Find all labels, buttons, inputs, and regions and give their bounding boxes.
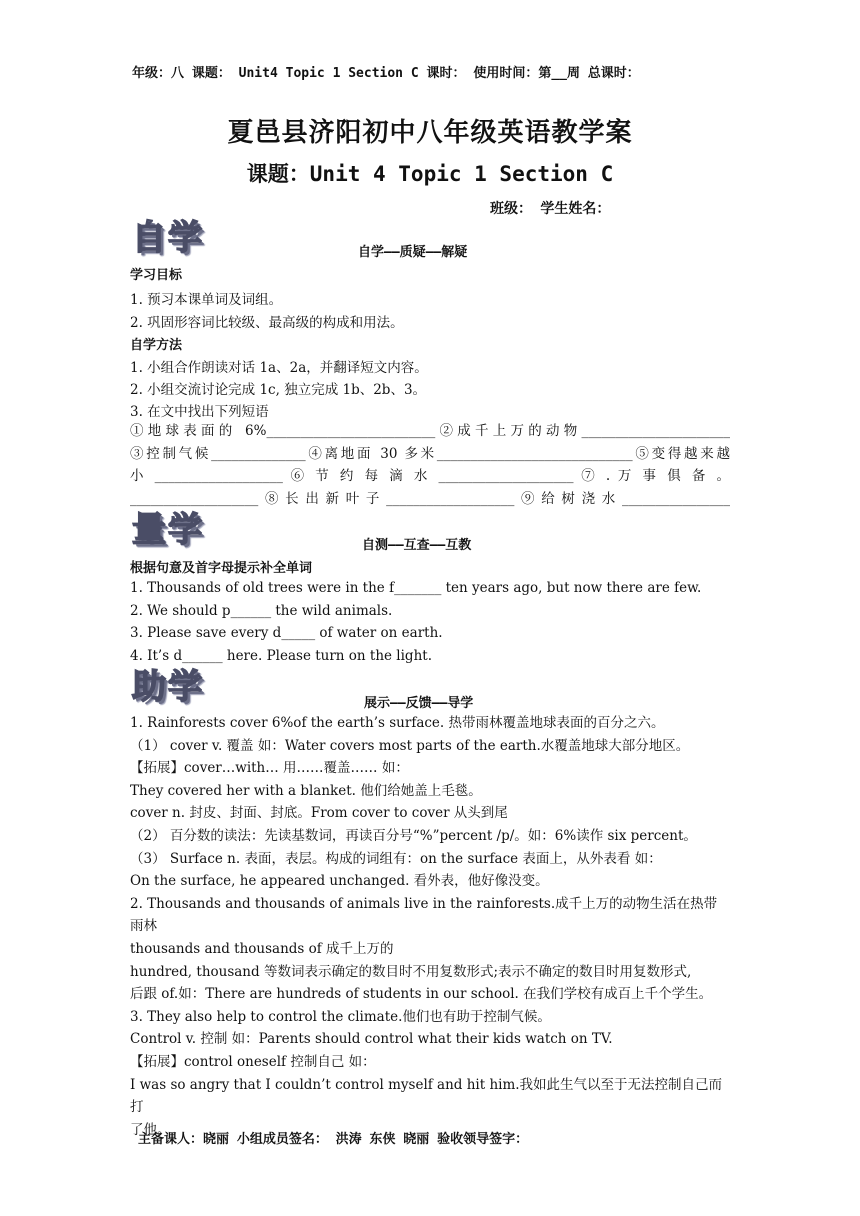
note-line: 了他。: [130, 1121, 171, 1138]
page-footer: 主备课人：晓丽 小组成员签名： 洪涛 东侠 晓丽 验收领导签字：: [138, 1132, 529, 1147]
note-line: 3. They also help to control the climate.他们也有助于控制气候。: [130, 1008, 551, 1025]
note-line: 2. Thousands and thousands of animals live in the rainforests.成千上万的动物生活在热带雨林: [130, 895, 718, 935]
note-line: thousands and thousands of 成千上万的: [130, 940, 394, 957]
section-heading-self-study: 自学——质疑——解疑: [358, 245, 468, 260]
phrase-list: [130, 420, 730, 510]
section-heading-measure: 自测——互查——互教: [362, 538, 472, 553]
note-line: （1） cover v. 覆盖 如：Water covers most parts of the earth.水覆盖地球大部分地区。: [130, 737, 690, 754]
note-line: 【拓展】control oneself 控制自己 如：: [130, 1053, 376, 1070]
note-line: 后跟 of.如：There are hundreds of students in our school. 在我们学校有成百上千个学生。: [130, 986, 713, 1003]
note-line: （2） 百分数的读法：先读基数词，再读百分号“%”percent /p/。如：6%读作 six percent。: [130, 827, 697, 844]
method-item: 1. 小组合作朗读对话 1a、2a，并翻译短文内容。: [130, 360, 428, 376]
phrase-line: ___________________⑧长出新叶子___________________⑨给树浇水________________: [130, 490, 730, 507]
section-badge-guided: 助学: [132, 667, 204, 707]
note-line: 【拓展】cover…with… 用……覆盖…… 如：: [130, 760, 409, 777]
section-badge-self-study: 自学: [132, 218, 204, 258]
goal-item: 2. 巩固形容词比较级、最高级的构成和用法。: [130, 315, 404, 331]
note-line: Control v. 控制 如：Parents should control what their kids watch on TV.: [130, 1031, 613, 1048]
note-line: They covered her with a blanket. 他们给她盖上毛毯。: [130, 782, 482, 799]
phrase-line: 小 ___________________ ⑥ 节 约 每 滴 水 ____________________ ⑦ . 万 事 俱 备 。: [130, 468, 730, 485]
page-subtitle: 课题：Unit 4 Topic 1 Section C: [246, 162, 614, 186]
note-line: （3） Surface n. 表面，表层。构成的词组有：on the surface 表面上，从外表看 如：: [130, 850, 662, 867]
goals-label: 学习目标: [130, 268, 183, 283]
section-heading-guided: 展示——反馈——导学: [364, 696, 474, 711]
method-item: 3. 在文中找出下列短语: [130, 404, 269, 420]
phrase-line: ①地球表面的 6%_________________________②成千上万的动物______________________: [130, 423, 730, 439]
page-title: 夏邑县济阳初中八年级英语教学案: [227, 118, 633, 148]
page-header: 年级：八 课题： Unit4 Topic 1 Section C 课时： 使用时间：第__周 总课时：: [132, 66, 640, 81]
method-item: 2. 小组交流讨论完成 1c, 独立完成 1b、2b、3。: [130, 382, 427, 398]
note-line: cover n. 封皮、封面、封底。From cover to cover 从头到尾: [130, 805, 508, 822]
note-line: hundred, thousand 等数词表示确定的数目时不用复数形式;表示不确定的数目时用复数形式,: [130, 963, 692, 980]
class-name-line: 班级： 学生姓名：: [490, 201, 611, 217]
note-line: I was so angry that I couldn’t control myself and hit him.我如此生气以至于无法控制自己而打: [130, 1076, 723, 1116]
note-line: On the surface, he appeared unchanged. 看外表，他好像没变。: [130, 873, 549, 890]
exercise-item: 1. Thousands of old trees were in the f_______ ten years ago, but now there are few.: [130, 580, 702, 596]
phrase-line: ③控制气候______________④离地面 30 多米_____________________________⑤变得越来越: [130, 445, 730, 462]
note-line: 1. Rainforests cover 6%of the earth’s surface. 热带雨林覆盖地球表面的百分之六。: [130, 715, 665, 731]
exercise-item: 4. It’s d______ here. Please turn on the light.: [130, 648, 432, 664]
exercise-instruction: 根据句意及首字母提示补全单词: [130, 561, 313, 576]
exercise-item: 3. Please save every d_____ of water on earth.: [130, 625, 443, 641]
guided-notes: [130, 712, 730, 1141]
method-label: 自学方法: [130, 338, 183, 353]
goal-item: 1. 预习本课单词及词组。: [130, 292, 283, 308]
exercise-item: 2. We should p______ the wild animals.: [130, 603, 393, 619]
section-badge-measure: 量学: [132, 510, 204, 550]
